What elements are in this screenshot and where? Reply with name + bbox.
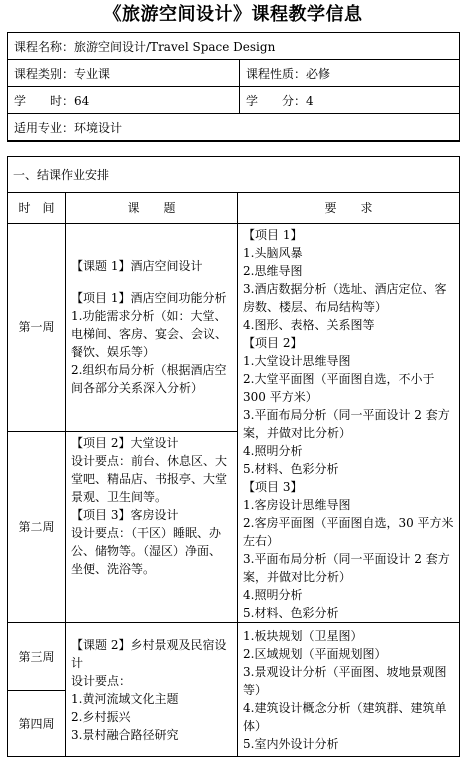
- hours-label: 学 时：: [14, 93, 75, 108]
- info-row-major: [8, 114, 460, 142]
- nature-cell: [240, 60, 460, 87]
- requirement-cell-1: [238, 224, 460, 623]
- topic-line: 设计要点：（干区）睡眠、办公、储物等。（湿区）净面、坐便、洗浴等。: [71, 525, 222, 576]
- week-4: 第四周: [8, 691, 66, 757]
- hours-value: 64: [74, 93, 90, 108]
- header-time: 时 间: [8, 193, 66, 224]
- week-1: 第一周: [8, 224, 66, 432]
- requirement-line: 1.头脑风暴: [243, 246, 303, 260]
- topic-line: 1.功能需求分析（如：大堂、电梯间、客房、宴会、会议、餐饮、娱乐等）: [71, 309, 228, 360]
- assignment-table: [7, 156, 460, 757]
- topic-cell-1: [66, 224, 238, 432]
- topic-line: 设计要点：前台、休息区、大堂吧、精品店、书报亭、大堂景观、卫生间等。: [71, 453, 228, 504]
- topic-line: 2.组织布局分析（根据酒店空间各部分关系深入分析）: [71, 363, 227, 396]
- topic-line: 【课题 2】乡村景观及民宿设计: [71, 637, 227, 670]
- topic-line: 设计要点：: [71, 673, 132, 688]
- topic-line: 【项目 3】客房设计: [71, 507, 179, 522]
- course-info-table: [7, 32, 460, 142]
- nature-value: 必修: [306, 66, 331, 81]
- hours-cell: [8, 87, 240, 114]
- topic-line: 3.景村融合路径研究: [71, 727, 179, 742]
- week-3: 第三周: [8, 623, 66, 691]
- header-topic: 课 题: [66, 193, 238, 224]
- info-row-hours: [8, 87, 460, 114]
- credits-label: 学 分：: [246, 93, 307, 108]
- credits-cell: [240, 87, 460, 114]
- topic-cell-3: [66, 623, 238, 757]
- nature-label: 课程性质：: [246, 66, 307, 81]
- requirement-line: 4.照明分析: [243, 444, 303, 458]
- major-cell: [8, 114, 460, 142]
- topic-line: 【课题 1】酒店空间设计: [71, 259, 203, 274]
- topic-line: 1.黄河流域文化主题: [71, 691, 179, 706]
- requirement-line: 1.板块规划（卫星图）: [243, 628, 363, 643]
- requirement-line: 2.区域规划（平面规划图）: [243, 646, 387, 661]
- requirement-cell-3: [238, 623, 460, 757]
- requirement-line: 4.建筑设计概念分析（建筑群、建筑单体）: [243, 700, 447, 733]
- requirement-line: 5.材料、色彩分析: [243, 606, 339, 620]
- info-row-name: [8, 33, 460, 60]
- requirement-line: 【项目 1】: [243, 228, 303, 242]
- requirement-line: 1.大堂设计思维导图: [243, 354, 351, 368]
- major-label: 适用专业：: [14, 120, 75, 135]
- requirement-line: 3.景观设计分析（平面图、坡地景观图等）: [243, 664, 447, 697]
- page-title: 《旅游空间设计》课程教学信息: [103, 4, 363, 25]
- course-name-label: 课程名称：: [14, 39, 75, 54]
- requirement-line: 2.大堂平面图（平面图自选，不小于 300 平方米）: [243, 372, 435, 404]
- topic-line: 【项目 2】大堂设计: [71, 435, 179, 450]
- topic-line: 【项目 1】酒店空间功能分析: [71, 291, 227, 306]
- credits-value: 4: [306, 93, 314, 108]
- requirement-line: 3.平面布局分析（同一平面设计 2 套方案，并做对比分析）: [243, 408, 450, 440]
- requirement-line: 5.材料、色彩分析: [243, 462, 339, 476]
- info-row-category: [8, 60, 460, 87]
- requirement-line: 【项目 3】: [243, 480, 303, 494]
- requirement-line: 4.照明分析: [243, 588, 303, 602]
- requirement-line: 5.室内外设计分析: [243, 736, 339, 751]
- requirement-line: 3.平面布局分析（同一平面设计 2 套方案，并做对比分析）: [243, 552, 450, 584]
- section-heading: 一、结课作业安排: [8, 157, 460, 193]
- requirement-line: 2.客房平面图（平面图自选，30 平方米左右）: [243, 516, 454, 548]
- category-value: 专业课: [74, 66, 111, 81]
- requirement-line: 2.思维导图: [243, 264, 303, 278]
- week-2: 第二周: [8, 431, 66, 622]
- course-name-cell: [8, 33, 460, 60]
- requirement-line: 1.客房设计思维导图: [243, 498, 351, 512]
- requirement-line: 4.图形、表格、关系图等: [243, 318, 375, 332]
- requirement-line: 【项目 2】: [243, 336, 303, 350]
- course-name-value: 旅游空间设计/Travel Space Design: [74, 39, 276, 54]
- header-requirement: 要 求: [238, 193, 460, 224]
- major-value: 环境设计: [74, 120, 123, 135]
- topic-cell-2: [66, 431, 238, 622]
- category-cell: [8, 60, 240, 87]
- topic-line: 2.乡村振兴: [71, 709, 131, 724]
- requirement-line: 3.酒店数据分析（选址、酒店定位、客房数、楼层、布局结构等）: [243, 282, 447, 314]
- category-label: 课程类别：: [14, 66, 75, 81]
